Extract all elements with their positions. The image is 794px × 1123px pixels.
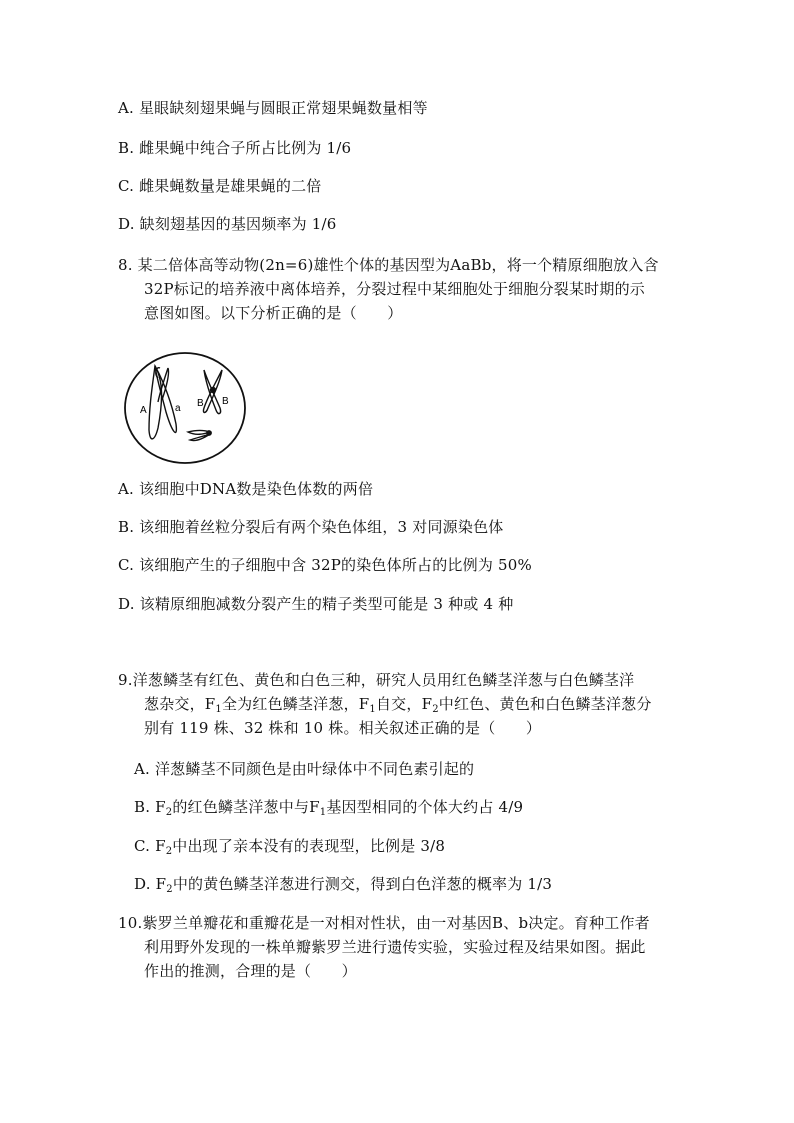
label-A: A	[140, 405, 147, 416]
q7-option-b: B. 雌果蝇中纯合子所占比例为 1/6	[118, 139, 352, 157]
q9-stem-line-1: 9.洋葱鳞茎有红色、黄色和白色三种，研究人员用红色鳞茎洋葱与白色鳞茎洋	[118, 671, 635, 689]
q10-stem-line-1: 10.紫罗兰单瓣花和重瓣花是一对相对性状，由一对基因B、b决定。育种工作者	[118, 914, 650, 932]
q9-option-d: D. $F_2$中的黄色鳞茎洋葱进行测交，得到白色洋葱的概率为 1/3	[134, 875, 553, 895]
cell-division-figure	[122, 348, 250, 466]
q9-stem-line-2: 葱杂交，$F_1$全为红色鳞茎洋葱，$F_1$自交，$F_2$中红色、黄色和白色鳞茎洋葱分	[144, 695, 652, 715]
chromosome-Aa	[149, 366, 176, 439]
q9-option-b: B. $F_2$的红色鳞茎洋葱中与$F_1$基因型相同的个体大约占 4/9	[134, 798, 524, 818]
q8-option-b: B. 该细胞着丝粒分裂后有两个染色体组，3 对同源染色体	[118, 518, 504, 536]
q9-option-a: A. 洋葱鳞茎不同颜色是由叶绿体中不同色素引起的	[134, 760, 475, 778]
chromosome-BB	[203, 370, 222, 414]
q8-option-c: C. 该细胞产生的子细胞中含 32P的染色体所占的比例为 50%	[118, 556, 532, 574]
label-B-left: B	[197, 398, 204, 409]
q7-option-a: A. 星眼缺刻翅果蝇与圆眼正常翅果蝇数量相等	[118, 99, 428, 117]
q8-stem-line-1: 8. 某二倍体高等动物(2n=6)雄性个体的基因型为AaBb，将一个精原细胞放入含	[118, 256, 659, 274]
q8-stem-line-3: 意图如图。以下分析正确的是（ ）	[144, 304, 403, 322]
q9-option-c: C. $F_2$中出现了亲本没有的表现型，比例是 3/8	[134, 837, 446, 857]
q7-option-d: D. 缺刻翅基因的基因频率为 1/6	[118, 215, 337, 233]
q8-option-d: D. 该精原细胞减数分裂产生的精子类型可能是 3 种或 4 种	[118, 595, 514, 613]
label-B-right: B	[222, 396, 229, 407]
q10-stem-line-3: 作出的推测，合理的是（ ）	[144, 962, 357, 980]
q7-option-c: C. 雌果蝇数量是雄果蝇的二倍	[118, 177, 322, 195]
q10-stem-line-2: 利用野外发现的一株单瓣紫罗兰进行遗传实验，实验过程及结果如图。据此	[144, 938, 646, 956]
label-a: a	[175, 403, 181, 414]
q9-stem-line-3: 别有 119 株、32 株和 10 株。相关叙述正确的是（ ）	[144, 719, 542, 737]
q8-stem-line-2: 32P标记的培养液中离体培养，分裂过程中某细胞处于细胞分裂某时期的示	[144, 280, 645, 298]
chromosome-single	[188, 431, 211, 441]
q8-option-a: A. 该细胞中DNA数是染色体数的两倍	[118, 480, 374, 498]
